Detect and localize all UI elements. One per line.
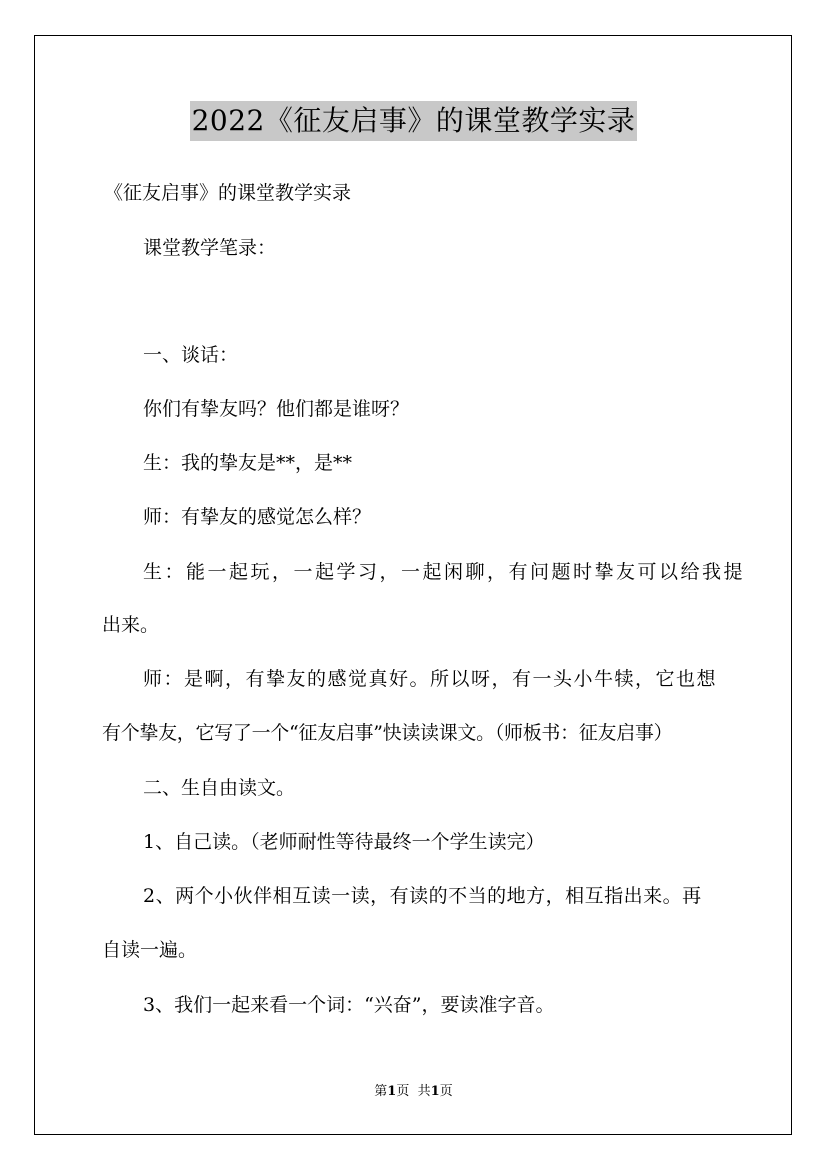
paragraph-line: 自读一遍。: [102, 939, 198, 961]
paragraph-line: 生：能一起玩，一起学习，一起闲聊，有问题时挚友可以给我提: [143, 561, 746, 583]
paragraph-line: 二、生自由读文。: [143, 777, 296, 799]
subtitle-line: 《征友启事》的课堂教学实录: [104, 182, 352, 204]
page-suffix: 页: [396, 1084, 410, 1099]
total-number: 1: [430, 1084, 440, 1099]
total-suffix: 页: [439, 1084, 453, 1099]
total-prefix: 共: [417, 1084, 431, 1099]
paragraph-line: 有个挚友，它写了一个“征友启事”快读读课文。（师板书：征友启事）: [102, 722, 673, 744]
paragraph-line: 一、谈话：: [143, 344, 239, 366]
paragraph-line: 3、我们一起来看一个词：“兴奋”，要读准字音。: [143, 994, 555, 1016]
paragraph-line: 1、自己读。（老师耐性等待最终一个学生读完）: [143, 831, 545, 853]
page-footer: [0, 1083, 827, 1101]
paragraph-line: 你们有挚友吗？他们都是谁呀？: [143, 398, 410, 420]
paragraph-line: 生：我的挚友是**，是**: [143, 452, 353, 474]
paragraph-line: 课堂教学笔录：: [143, 237, 277, 259]
paragraph-line: 2、两个小伙伴相互读一读，有读的不当的地方，相互指出来。再: [143, 885, 702, 907]
title-container: [0, 101, 827, 141]
page-number: 1: [387, 1084, 397, 1099]
page-prefix: 第: [374, 1084, 388, 1099]
paragraph-line: 师：有挚友的感觉怎么样？: [143, 506, 372, 528]
paragraph-line: 师：是啊，有挚友的感觉真好。所以呀，有一头小牛犊，它也想: [143, 668, 718, 690]
document-title: 2022《征友启事》的课堂教学实录: [190, 101, 638, 141]
paragraph-line: 出来。: [102, 614, 160, 636]
